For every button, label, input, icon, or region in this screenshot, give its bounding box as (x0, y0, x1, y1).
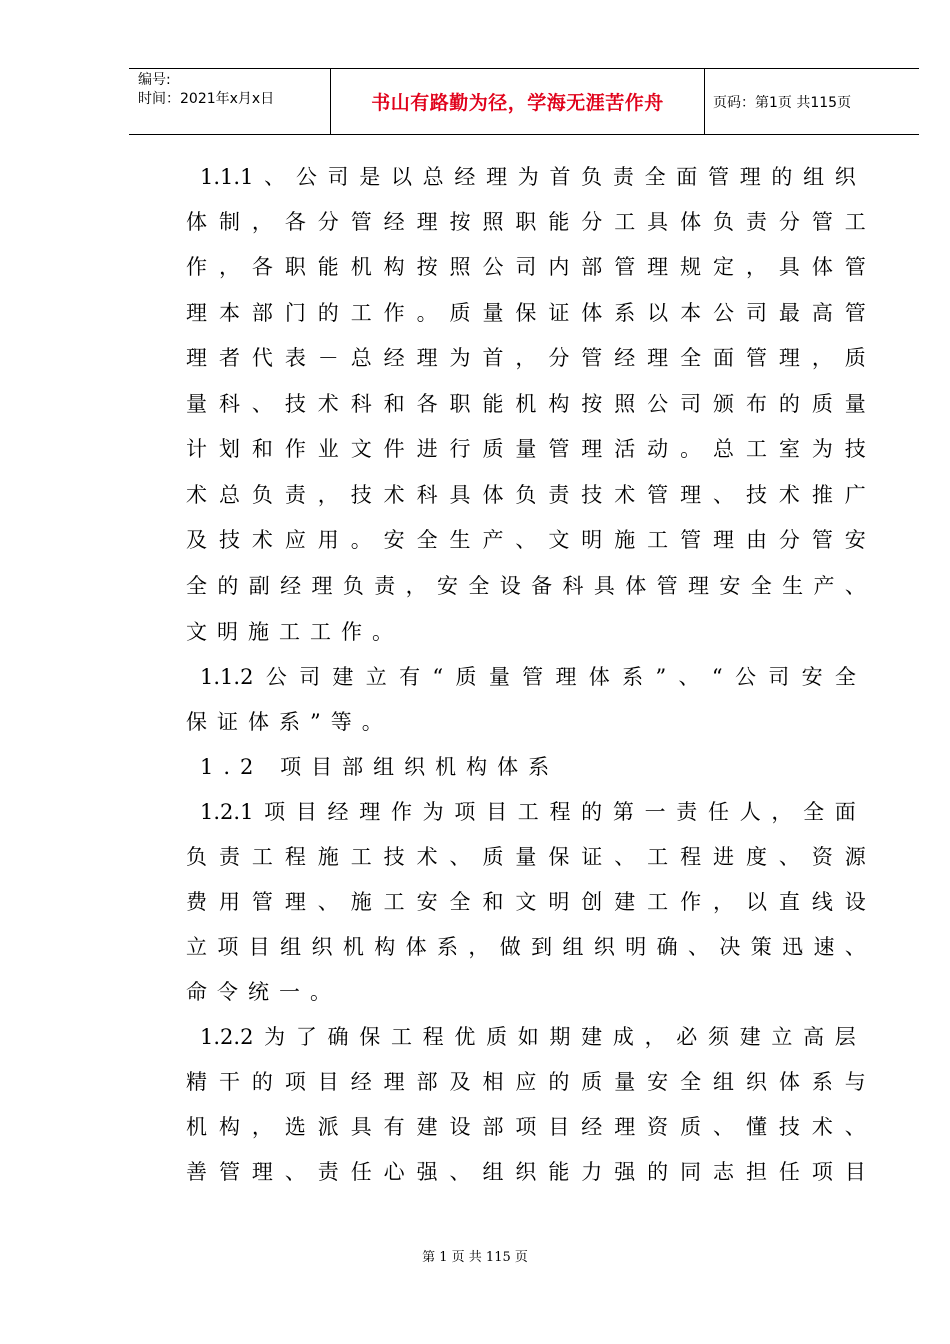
paragraph-line: 1.2.1 项 目 经 理 作 为 项 目 工 程 的 第 一 责 任 人 ， 全 面 (200, 800, 856, 824)
paragraph-line: 1.1.1 、 公 司 是 以 总 经 理 为 首 负 责 全 面 管 理 的 组 织 (200, 165, 856, 189)
paragraph-line: 量 科 、 技 术 科 和 各 职 能 机 构 按 照 公 司 颁 布 的 质 量 (186, 392, 866, 416)
paragraph-line: 及 技 术 应 用 。 安 全 生 产 、 文 明 施 工 管 理 由 分 管 安 (186, 528, 866, 552)
paragraph-line: 1.1.2 公 司 建 立 有 “ 质 量 管 理 体 系 ” 、 “ 公 司 安 全 (200, 665, 856, 689)
paragraph-line: 机 构 ， 选 派 具 有 建 设 部 项 目 经 理 资 质 、 懂 技 术 、 (186, 1115, 866, 1139)
paragraph-line: 精 干 的 项 目 经 理 部 及 相 应 的 质 量 安 全 组 织 体 系 与 (186, 1070, 866, 1094)
paragraph-line: 理 者 代 表 － 总 经 理 为 首 ， 分 管 经 理 全 面 管 理 ， 质 (186, 346, 866, 370)
document-header (129, 68, 919, 135)
number-label: 编号: (138, 72, 171, 88)
paragraph-line: 1.2 项目部组织机构体系 (200, 755, 560, 779)
paragraph-line: 立 项 目 组 织 机 构 体 系 ， 做 到 组 织 明 确 、 决 策 迅 速 、 (186, 935, 866, 959)
paragraph-line: 全 的 副 经 理 负 责 ， 安 全 设 备 科 具 体 管 理 安 全 生 产 、 (186, 574, 866, 598)
header-motto: 书山有路勤为径，学海无涯苦作舟 (331, 69, 705, 134)
page-footer: 第 1 页 共 115 页 (422, 1250, 528, 1265)
paragraph-line: 计 划 和 作 业 文 件 进 行 质 量 管 理 活 动 。 总 工 室 为 技 (186, 437, 866, 461)
time-label: 时间：2021年x月x日 (138, 91, 275, 107)
paragraph-line: 保证体系”等。 (186, 710, 393, 734)
paragraph-line: 负 责 工 程 施 工 技 术 、 质 量 保 证 、 工 程 进 度 、 资 源 (186, 845, 866, 869)
paragraph-line: 作 ， 各 职 能 机 构 按 照 公 司 内 部 管 理 规 定 ， 具 体 管 (186, 255, 866, 279)
paragraph-line: 1.2.2 为 了 确 保 工 程 优 质 如 期 建 成 ， 必 须 建 立 高 层 (200, 1025, 856, 1049)
header-page-number: 页码：第1页 共115页 (713, 94, 852, 111)
paragraph-line: 善 管 理 、 责 任 心 强 、 组 织 能 力 强 的 同 志 担 任 项 目 (186, 1160, 866, 1184)
paragraph-line: 文明施工工作。 (186, 620, 403, 644)
paragraph-line: 费 用 管 理 、 施 工 安 全 和 文 明 创 建 工 作 ， 以 直 线 设 (186, 890, 866, 914)
paragraph-line: 体 制 ， 各 分 管 经 理 按 照 职 能 分 工 具 体 负 责 分 管 工 (186, 210, 866, 234)
header-meta (129, 69, 331, 134)
paragraph-line: 术 总 负 责 ， 技 术 科 具 体 负 责 技 术 管 理 、 技 术 推 广 (186, 483, 866, 507)
paragraph-line: 命令统一。 (186, 980, 341, 1004)
paragraph-line: 理 本 部 门 的 工 作 。 质 量 保 证 体 系 以 本 公 司 最 高 管 (186, 301, 866, 325)
